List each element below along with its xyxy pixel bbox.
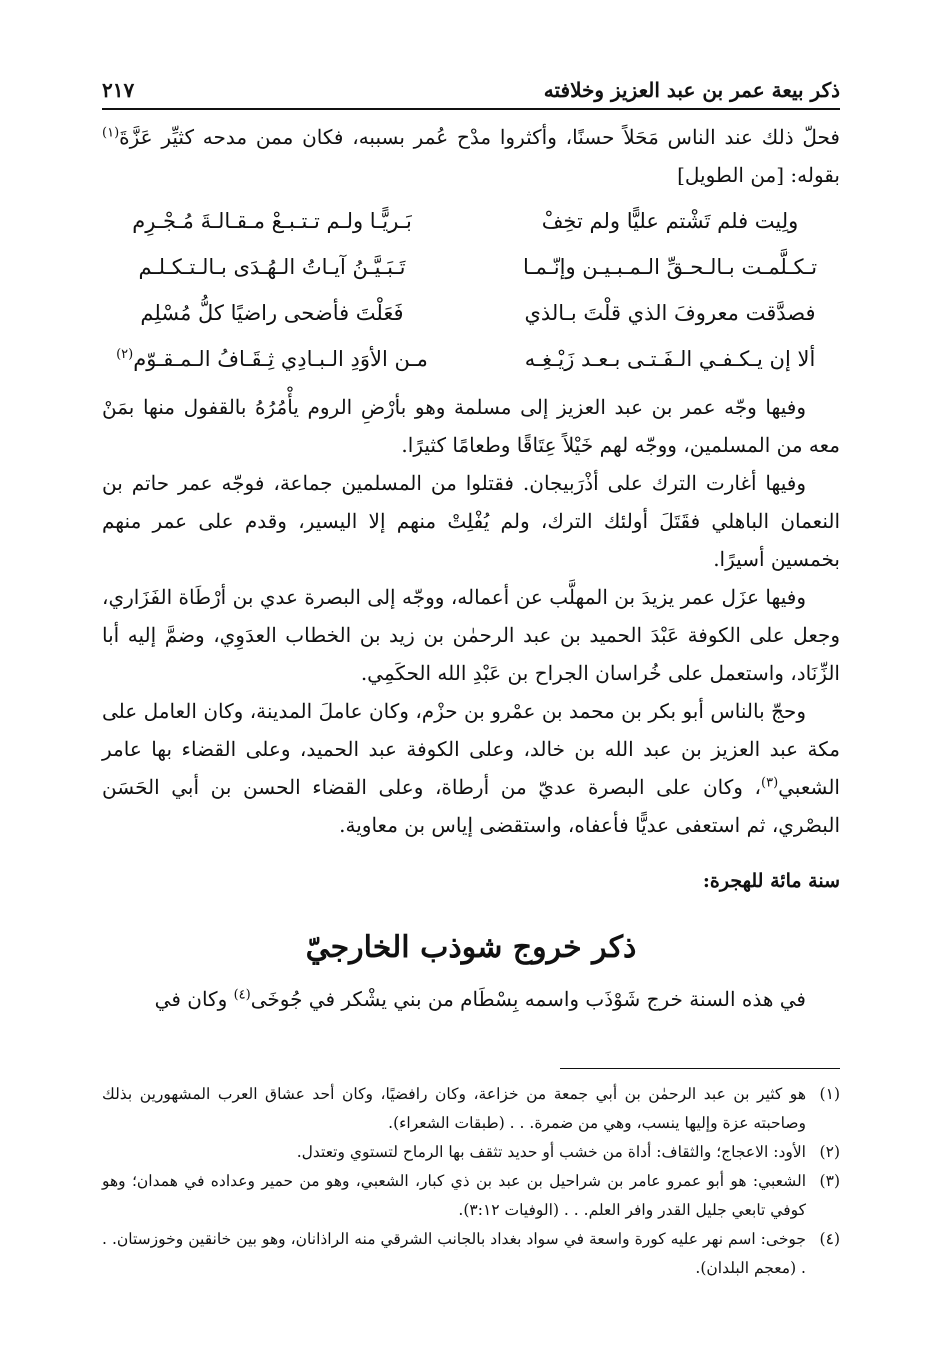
section-title: ذكر خروج شوذب الخارجيّ bbox=[305, 930, 637, 965]
page-number: ٢١٧ bbox=[102, 78, 135, 102]
running-title: ذكر بيعة عمر بن عبد العزيز وخلافته bbox=[543, 78, 840, 102]
paragraph-3: وفيها أغارت الترك على أذْرَبيجان. فقتلوا من المسلمين جماعة، فوجّه عمر حاتم بن النعمان الباهلي فقَتَلَ أولئك الترك، ولم يُفْلِتْ منهم إلا اليسير، وقدم على عمر منهم بخمسين أسيرًا. bbox=[102, 471, 840, 571]
paragraph-2: وفيها وجّه عمر بن عبد العزيز إلى مسلمة وهو بأرْضِ الروم يأْمُرُهُ بالقفول منها بمَنْ معه من المسلمين، ووجّه لهم خَيْلاً عِتَاقًا وطعامًا كثيرًا. bbox=[102, 395, 840, 457]
footnote-number: (٢) bbox=[819, 1143, 840, 1161]
paragraph-4: وفيها عزَل عمر يزيدَ بن المهلَّب عن أعماله، ووجّه إلى البصرة عدي بن أرْطَاة الفَزَاري، وجعل على الكوفة عَبْدَ الحميد بن عبد الرحمٰن بن زيد بن الخطاب العدَوِي، وضمَّ إليه أبا الزِّنَاد، واستعمل على خُراسان الجراح بن عَبْدِ الله الحكَمِي. bbox=[102, 585, 840, 685]
paragraph-text: بقوله: [من الطويل] bbox=[677, 163, 840, 187]
paragraph-5 bbox=[102, 692, 840, 844]
hemistich-second: تَـبَـيَّـنُ آيـاتُ الـهُـدَى بـالـتـكـلـم bbox=[138, 255, 406, 279]
footnote-number: (٣) bbox=[819, 1172, 840, 1190]
year-heading: سنة مائة للهجرة: bbox=[702, 870, 840, 892]
hemistich-first: ولِيت فلم تَشْتم عليًّا ولم تخِفْ bbox=[541, 209, 799, 233]
hemistich-second bbox=[102, 340, 442, 378]
footnote-number: (١) bbox=[819, 1085, 840, 1103]
footnote-text: الأود: الاعجاج؛ والثقاف: أداة من خشب أو حديد تثقف بها الرماح لتستوي وتعتدل. bbox=[296, 1143, 806, 1161]
paragraph-text: وحجّ بالناس أبو بكر بن محمد بن عمْرو بن حزْم، وكان عاملَ المدينة، وكان العامل على مكة عبد العزيز بن عبد الله بن خالد، وعلى الكوفة عبد الحميد، وعلى القضاء بها عامر الشعبي bbox=[102, 699, 840, 799]
footnote bbox=[102, 1138, 840, 1167]
hemistich-second: بَـريًّـا ولـم تـتـبـعْ مـقـالـةَ مُـجْـرِم bbox=[132, 209, 412, 233]
hemistich-first: تـكـلَّمـت بـالـحـقِّ الـمـبـيـن وإنّـمـا bbox=[522, 255, 818, 279]
paragraph-text: في هذه السنة خرج شَوْذَب واسمه بِسْطَام من بني يشْكر في جُوخَى bbox=[250, 987, 806, 1011]
footnote bbox=[102, 1225, 840, 1283]
footnote-ref-3: (٣) bbox=[761, 775, 779, 791]
hemistich-first: ألا إن يـكـفـي الـفَـتـى بـعـد زَيْـغِـه bbox=[524, 347, 816, 371]
paragraph-1 bbox=[102, 118, 840, 194]
poem-verse bbox=[102, 290, 840, 336]
footnotes bbox=[102, 1080, 840, 1283]
footnote-text: هو كثير بن عبد الرحمٰن بن أبي جمعة من خزاعة، وكان رافضيًا، وكان أحد عشاق العرب المشهورين بذلك وصاحبته عزة وإليها ينسب، وهي من ضمرة. . . (طبقات الشعراء). bbox=[102, 1085, 806, 1132]
footnote-divider bbox=[560, 1068, 840, 1069]
poem-verse bbox=[102, 336, 840, 382]
page-header bbox=[102, 68, 840, 110]
main-text bbox=[102, 118, 840, 1018]
footnote-text: الشعبي: هو أبو عمرو عامر بن شراحيل بن عبد بن ذي كبار، الشعبي، وهو من حمير وعداده في همدان؛ وهو كوفي تابعي جليل القدر وافر العلم. . . (الوفيات ٣:١٢). bbox=[102, 1172, 806, 1219]
hemistich-second: فَعَلْتَ فأضحى راضيًا كلُّ مُسْلِم bbox=[140, 301, 404, 325]
footnote-ref-1: (١) bbox=[102, 125, 120, 141]
poem-verse bbox=[102, 244, 840, 290]
hemistich-first: فصدَّقت معروفَ الذي قلْتَ بـالذي bbox=[524, 301, 816, 325]
footnote-number: (٤) bbox=[819, 1230, 840, 1248]
footnote bbox=[102, 1167, 840, 1225]
footnote bbox=[102, 1080, 840, 1138]
footnote-ref-4: (٤) bbox=[233, 987, 251, 1003]
paragraph-text: فحلّ ذلك عند الناس مَحَلاً حسنًا، وأكثروا مدْح عُمر بسببه، فكان ممن مدحه كثيِّر عَزَّةَ bbox=[119, 125, 840, 149]
paragraph-text: وكان في bbox=[154, 987, 234, 1011]
poem-verse bbox=[102, 198, 840, 244]
paragraph-text: ، وكان على البصرة عديّ من أرطاة، وعلى القضاء الحسن بن أبي الحَسَن البصْري، ثم استعفى عديًّا فأعفاه، واستقضى إياس بن معاوية. bbox=[102, 775, 840, 837]
hemistich-text: مـن الأوَدِ الـبـادِي ثِـقَـافُ الـمـقـوّم bbox=[133, 347, 428, 371]
footnote-ref-2: (٢) bbox=[116, 347, 134, 362]
poem bbox=[102, 198, 840, 382]
paragraph-6 bbox=[102, 980, 840, 1018]
footnote-text: جوخى: اسم نهر عليه كورة واسعة في سواد بغداد بالجانب الشرقي منه الراذانان، وهو بين خانقين وخوزستان. . . (معجم البلدان). bbox=[102, 1230, 806, 1277]
